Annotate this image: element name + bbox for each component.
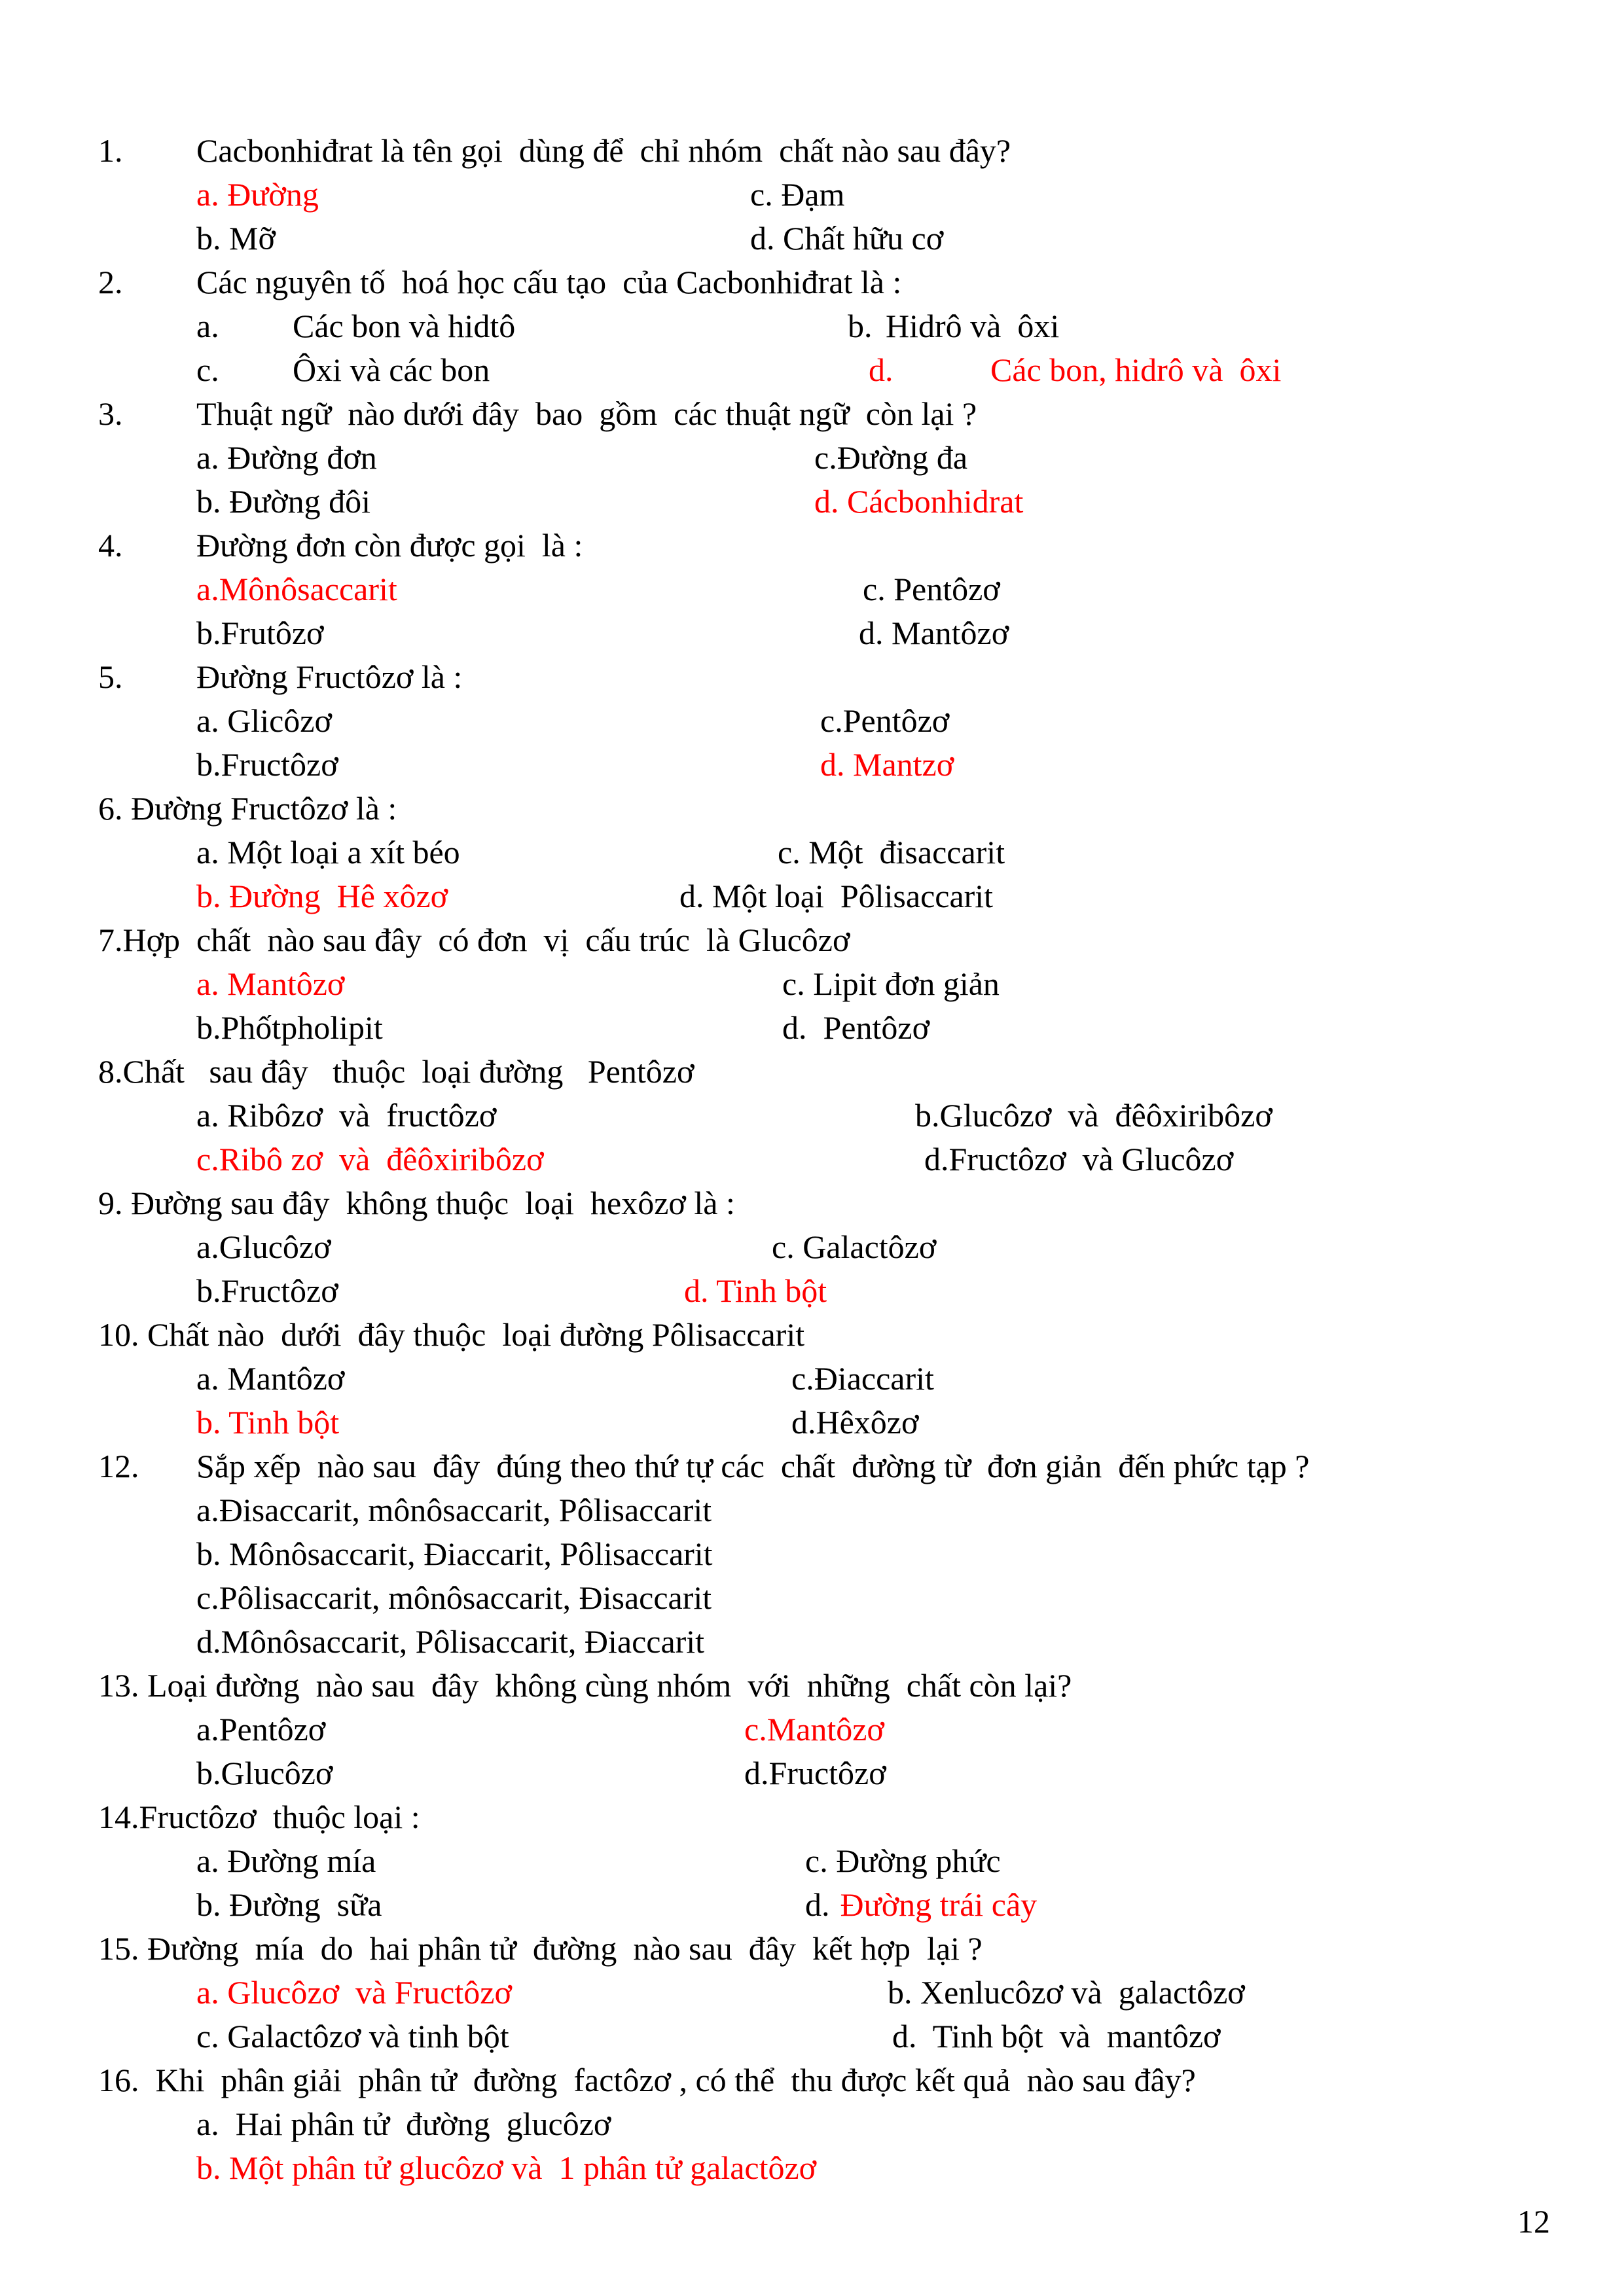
- question-1-text: Cacbonhiđrat là tên gọi dùng để chỉ nhóm chất nào sau đây?: [196, 132, 1011, 169]
- q8-option-a: a. Ribôzơ và fructôzơ: [196, 1097, 497, 1134]
- q14-option-d-letter: d.: [805, 1886, 830, 1923]
- q12-option-c: c.Pôlisaccarit, mônôsaccarit, Đisaccarit: [196, 1579, 712, 1616]
- q10-option-b: b. Tinh bột: [196, 1404, 340, 1441]
- q13-option-c: c.Mantôzơ: [744, 1711, 884, 1748]
- q5-option-a: a. Glicôzơ: [196, 702, 332, 739]
- q12-option-a: a.Đisaccarit, mônôsaccarit, Pôlisaccarit: [196, 1492, 712, 1528]
- q1-option-c: c. Đạm: [750, 176, 845, 213]
- question-5-text: Đường Fructôzơ là :: [196, 658, 463, 695]
- q3-option-c: c.Đường đa: [814, 439, 968, 476]
- q16-option-b: b. Một phân tử glucôzơ và 1 phân tử galactôzơ: [196, 2149, 817, 2186]
- q16-option-a: a. Hai phân tử đường glucôzơ: [196, 2106, 611, 2142]
- page-number: 12: [1517, 2203, 1550, 2240]
- q15-option-d: d. Tinh bột và mantôzơ: [892, 2018, 1221, 2054]
- q2-option-b: Hidrô và ôxi: [886, 308, 1060, 344]
- question-2-text: Các nguyên tố hoá học cấu tạo của Cacbonhiđrat là :: [196, 264, 902, 300]
- question-15-text: 15. Đường mía do hai phân tử đường nào sau đây kết hợp lại ?: [98, 1930, 983, 1967]
- question-3-text: Thuật ngữ nào dưới đây bao gồm các thuật ngữ còn lại ?: [196, 395, 977, 432]
- question-1-number: 1.: [98, 132, 123, 169]
- q13-option-b: b.Glucôzơ: [196, 1755, 333, 1791]
- q7-option-a: a. Mantôzơ: [196, 965, 345, 1002]
- q12-option-d: d.Mônôsaccarit, Pôlisaccarit, Điaccarit: [196, 1623, 705, 1660]
- q14-option-d: Đường trái cây: [832, 1886, 1038, 1923]
- question-12-text: Sắp xếp nào sau đây đúng theo thứ tự các chất đường từ đơn giản đến phức tạp ?: [196, 1448, 1310, 1484]
- q10-option-a: a. Mantôzơ: [196, 1360, 345, 1397]
- q8-option-b: b.Glucôzơ và đêôxiribôzơ: [915, 1097, 1272, 1134]
- q4-option-c: c. Pentôzơ: [863, 571, 1000, 607]
- q6-option-d: d. Một loại Pôlisaccarit: [679, 878, 994, 914]
- q3-option-a: a. Đường đơn: [196, 439, 377, 476]
- question-13-text: 13. Loại đường nào sau đây không cùng nhóm với những chất còn lại?: [98, 1667, 1072, 1704]
- q8-option-d: d.Fructôzơ và Glucôzơ: [924, 1141, 1234, 1177]
- q5-option-c: c.Pentôzơ: [820, 702, 950, 739]
- q2-option-c-letter: c.: [196, 351, 219, 388]
- q2-option-a-letter: a.: [196, 308, 219, 344]
- q1-option-b: b. Mỡ: [196, 220, 276, 257]
- q1-option-a: a. Đường: [196, 176, 319, 213]
- q13-option-d: d.Fructôzơ: [744, 1755, 886, 1791]
- q2-option-a: Các bon và hidtô: [293, 308, 516, 344]
- q10-option-c: c.Điaccarit: [791, 1360, 934, 1397]
- q5-option-b: b.Fructôzơ: [196, 746, 338, 783]
- question-7-text: 7.Hợp chất nào sau đây có đơn vị cấu trúc là Glucôzơ: [98, 922, 850, 958]
- q10-option-d: d.Hêxôzơ: [791, 1404, 919, 1441]
- q15-option-b: b. Xenlucôzơ và galactôzơ: [888, 1974, 1245, 2011]
- q9-option-d: d. Tinh bột: [684, 1272, 827, 1309]
- q14-option-c: c. Đường phức: [805, 1842, 1001, 1879]
- question-2-number: 2.: [98, 264, 123, 300]
- q2-option-c: Ôxi và các bon: [293, 351, 490, 388]
- q1-option-d: d. Chất hữu cơ: [750, 220, 944, 257]
- question-9-text: 9. Đường sau đây không thuộc loại hexôzơ là :: [98, 1185, 735, 1221]
- q14-option-b: b. Đường sữa: [196, 1886, 382, 1923]
- question-16-text: 16. Khi phân giải phân tử đường factôzơ , có thể thu được kết quả nào sau đây?: [98, 2062, 1196, 2098]
- q2-option-d-letter: d.: [869, 351, 893, 388]
- q6-option-a: a. Một loại a xít béo: [196, 834, 460, 870]
- q15-option-a: a. Glucôzơ và Fructôzơ: [196, 1974, 512, 2011]
- q3-option-b: b. Đường đôi: [196, 483, 371, 520]
- q9-option-b: b.Fructôzơ: [196, 1272, 338, 1309]
- question-10-text: 10. Chất nào dưới đây thuộc loại đường Pôlisaccarit: [98, 1316, 805, 1353]
- q7-option-b: b.Phốtpholipit: [196, 1009, 383, 1046]
- q15-option-c: c. Galactôzơ và tinh bột: [196, 2018, 509, 2054]
- question-12-number: 12.: [98, 1448, 139, 1484]
- question-6-text: 6. Đường Fructôzơ là :: [98, 790, 397, 827]
- q7-option-c: c. Lipit đơn giản: [782, 965, 1000, 1002]
- q8-option-c: c.Ribô zơ và đêôxiribôzơ: [196, 1141, 544, 1177]
- question-3-number: 3.: [98, 395, 123, 432]
- q2-option-b-letter: b.: [848, 308, 873, 344]
- question-4-text: Đường đơn còn được gọi là :: [196, 527, 583, 564]
- question-5-number: 5.: [98, 658, 123, 695]
- question-14-text: 14.Fructôzơ thuộc loại :: [98, 1799, 420, 1835]
- question-4-number: 4.: [98, 527, 123, 564]
- q2-option-d: Các bon, hidrô và ôxi: [990, 351, 1282, 388]
- q12-option-b: b. Mônôsaccarit, Điaccarit, Pôlisaccarit: [196, 1535, 713, 1572]
- q3-option-d: d. Cácbonhidrat: [814, 483, 1024, 520]
- q7-option-d: d. Pentôzơ: [782, 1009, 930, 1046]
- q9-option-c: c. Galactôzơ: [772, 1229, 937, 1265]
- q6-option-b: b. Đường Hê xôzơ: [196, 878, 448, 914]
- q4-option-a: a.Mônôsaccarit: [196, 571, 397, 607]
- q4-option-d: d. Mantôzơ: [859, 615, 1009, 651]
- q6-option-c: c. Một đisaccarit: [778, 834, 1005, 870]
- question-8-text: 8.Chất sau đây thuộc loại đường Pentôzơ: [98, 1053, 695, 1090]
- q9-option-a: a.Glucôzơ: [196, 1229, 331, 1265]
- q13-option-a: a.Pentôzơ: [196, 1711, 326, 1748]
- q4-option-b: b.Frutôzơ: [196, 615, 324, 651]
- q14-option-a: a. Đường mía: [196, 1842, 376, 1879]
- q5-option-d: d. Mantzơ: [820, 746, 954, 783]
